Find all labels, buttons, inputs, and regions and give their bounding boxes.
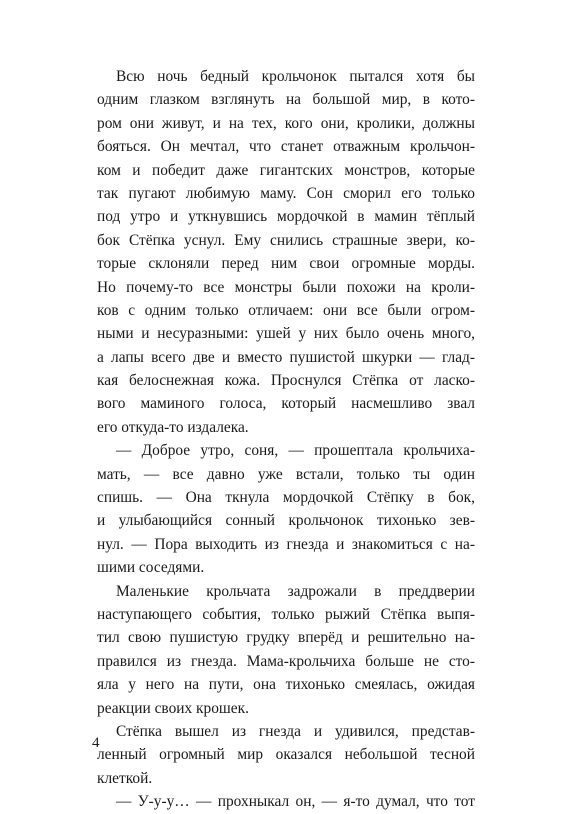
text-line: и улыбающийся сонный крольчонок тихонько зев- [97, 512, 475, 530]
text-line: ными и несуразными: ушей у них было очень много, [97, 325, 475, 343]
text-line: ром они живут, и на тех, кого они, кролики, должны [97, 114, 475, 132]
text-line: кая белоснежная кожа. Проснулся Стёпка от ласко- [97, 372, 475, 390]
text-line: Всю ночь бедный крольчонок пытался хотя бы [116, 68, 475, 85]
body-text [97, 65, 475, 814]
text-line: ков с одним только отличаем: они все были огром- [97, 301, 475, 319]
text-line: — Доброе утро, соня, — прошептала крольчиха- [116, 442, 475, 460]
text-line: под утро и уткнувшись мордочкой в мамин тёплый [97, 208, 475, 226]
text-line: реакции своих крошек. [97, 699, 249, 717]
text-line: мать, — все давно уже встали, только ты один [97, 465, 475, 483]
text-line: торые склоняли перед ним свои огромные морды. [97, 255, 475, 273]
text-line: ком и победит даже гигантских монстров, которые [97, 161, 475, 179]
text-line: правился из гнезда. Мама-крольчиха больше не сто- [97, 652, 475, 670]
text-line: а лапы всего две и вместо пушистой шкурки — глад- [97, 348, 475, 366]
text-line: его откуда-то издалека. [97, 418, 249, 436]
text-line: бок Стёпка уснул. Ему снились страшные звери, ко- [97, 231, 475, 249]
text-line: клеткой. [97, 769, 153, 787]
text-line: — У-у-у… — прохныкал он, — я-то думал, что тот [116, 793, 475, 811]
text-line: шими соседями. [97, 559, 205, 577]
text-line: нул. — Пора выходить из гнезда и знакомиться с на- [97, 535, 475, 553]
text-line: Но почему-то все монстры были похожи на кроли- [97, 278, 475, 296]
text-line: так пугают любимую маму. Сон сморил его только [97, 184, 475, 202]
text-line: вого маминого голоса, который насмешливо звал [97, 395, 475, 413]
text-line: тил свою пушистую грудку вперёд и решительно на- [97, 629, 475, 647]
text-line: Стёпка вышел из гнезда и удивился, представ- [116, 722, 475, 740]
text-line: ленный огромный мир оказался небольшой тесной [97, 746, 475, 764]
page-number: 4 [92, 735, 100, 751]
text-line: наступающего события, только рыжий Стёпка выпя- [97, 605, 475, 623]
text-line: спишь. — Она ткнула мордочкой Стёпку в бок, [97, 489, 475, 507]
text-line: Маленькие крольчата задрожали в преддверии [116, 582, 475, 600]
text-line: одним глазком взглянуть на большой мир, в кото- [97, 91, 475, 109]
text-line: бояться. Он мечтал, что станет отважным крольчон- [97, 138, 475, 156]
text-line: яла у него на пути, она тихонько смеялась, ожидая [97, 676, 475, 694]
